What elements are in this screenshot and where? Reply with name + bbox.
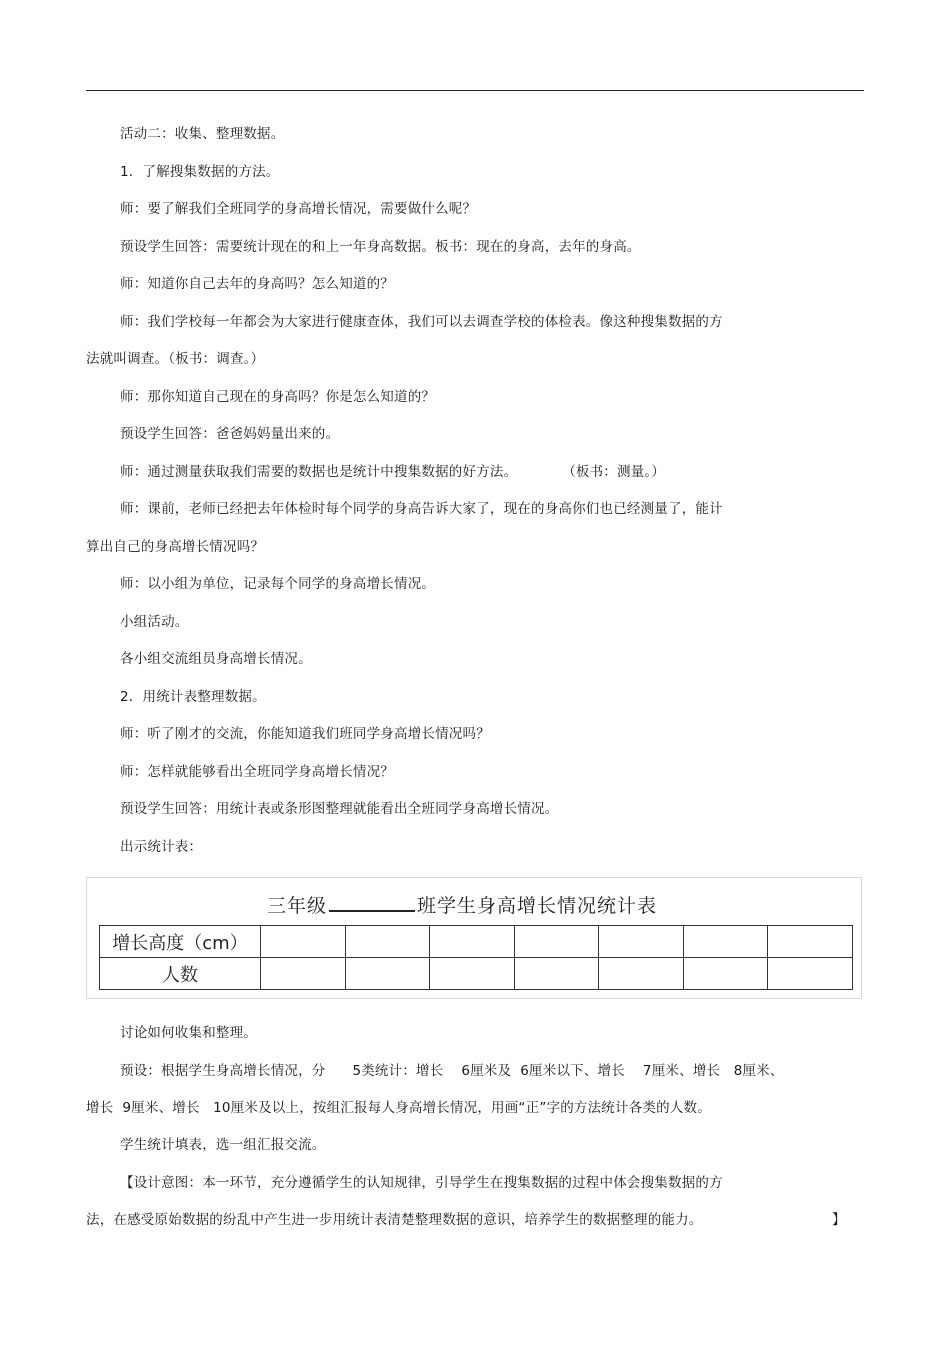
paragraph: 小组活动。 <box>120 614 189 630</box>
table-cell <box>599 958 684 990</box>
table-cell <box>345 926 430 958</box>
paragraph: 学生统计填表，选一组汇报交流。 <box>120 1137 326 1153</box>
paragraph: 讨论如何收集和整理。 <box>120 1025 257 1041</box>
table-cell <box>683 958 768 990</box>
table-cell <box>261 958 346 990</box>
table-cell <box>768 926 853 958</box>
table-cell <box>514 958 599 990</box>
row-label-growth-height: 增长高度（cm） <box>100 926 261 958</box>
class-name-blank <box>329 909 415 912</box>
header-rule <box>86 90 864 91</box>
paragraph: 预设：根据学生身高增长情况，分 5类统计：增长 6厘米及 6厘米以下、增长 7厘米、增长 8厘米、 <box>120 1063 784 1079</box>
table-cell <box>768 958 853 990</box>
row-label-count: 人数 <box>100 958 261 990</box>
table-cell <box>599 926 684 958</box>
paragraph-continuation: 法就叫调查。（板书：调查。） <box>86 351 265 367</box>
section-heading-2: 2．用统计表整理数据。 <box>120 689 266 705</box>
table-cell <box>345 958 430 990</box>
paragraph: 师：通过测量获取我们需要的数据也是统计中搜集数据的好方法。 （板书：测量。） <box>120 464 666 480</box>
table-cell <box>430 958 515 990</box>
design-intent-paragraph: 【设计意图：本一环节，充分遵循学生的认知规律，引导学生在搜集数据的过程中体会搜集数据的方 <box>120 1175 723 1191</box>
paragraph: 师：听了刚才的交流，你能知道我们班同学身高增长情况吗？ <box>120 726 490 742</box>
paragraph: 师：我们学校每一年都会为大家进行健康查体，我们可以去调查学校的体检表。像这种搜集数据的方 <box>120 314 723 330</box>
paragraph: 预设学生回答：爸爸妈妈量出来的。 <box>120 426 340 442</box>
statistics-table <box>99 925 853 990</box>
paragraph: 预设学生回答：用统计表或条形图整理就能看出全班同学身高增长情况。 <box>120 801 559 817</box>
table-row <box>100 958 853 990</box>
paragraph-continuation: 算出自己的身高增长情况吗？ <box>86 539 265 555</box>
statistics-table-title <box>267 894 657 918</box>
paragraph: 出示统计表： <box>120 839 203 855</box>
paragraph-continuation: 增长 9厘米、增长 10厘米及以上，按组汇报每人身高增长情况，用画“正”字的方法统计各类的人数。 <box>86 1100 711 1116</box>
paragraph: 师：知道你自己去年的身高吗？怎么知道的？ <box>120 276 394 292</box>
paragraph-continuation: 法，在感受原始数据的纷乱中产生进一步用统计表清楚整理数据的意识，培养学生的数据整理的能力。 <box>86 1212 703 1228</box>
title-suffix: 班学生身高增长情况统计表 <box>417 895 658 917</box>
table-row <box>100 926 853 958</box>
paragraph: 师：课前，老师已经把去年体检时每个同学的身高告诉大家了，现在的身高你们也已经测量了，能计 <box>120 501 723 517</box>
table-cell <box>430 926 515 958</box>
activity-heading: 活动二：收集、整理数据。 <box>120 126 285 142</box>
title-prefix: 三年级 <box>267 895 328 917</box>
table-cell <box>261 926 346 958</box>
paragraph: 师：以小组为单位，记录每个同学的身高增长情况。 <box>120 576 436 592</box>
paragraph: 预设学生回答：需要统计现在的和上一年身高数据。板书：现在的身高，去年的身高。 <box>120 239 641 255</box>
paragraph: 师：怎样就能够看出全班同学身高增长情况？ <box>120 764 394 780</box>
table-cell <box>514 926 599 958</box>
table-cell <box>683 926 768 958</box>
section-heading-1: 1．了解搜集数据的方法。 <box>120 164 280 180</box>
paragraph: 师：要了解我们全班同学的身高增长情况，需要做什么呢？ <box>120 201 477 217</box>
closing-bracket: 】 <box>832 1212 846 1228</box>
paragraph: 师：那你知道自己现在的身高吗？你是怎么知道的？ <box>120 389 436 405</box>
paragraph: 各小组交流组员身高增长情况。 <box>120 651 312 667</box>
statistics-table-figure <box>86 877 862 999</box>
